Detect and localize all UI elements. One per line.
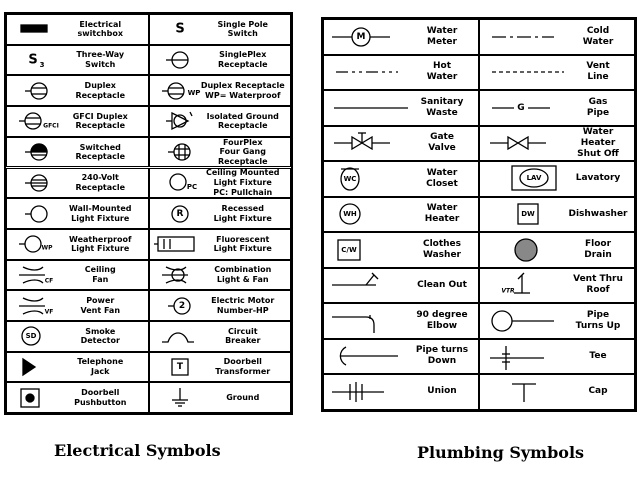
symbol-entry [323, 19, 479, 55]
vent-thru-roof-icon [482, 270, 566, 302]
symbol-label [408, 304, 476, 338]
symbol-label-line: Light Fixture [213, 178, 272, 188]
symbol-label-line: Power [86, 296, 115, 306]
symbol-entry [6, 106, 149, 137]
smoke-detector-icon [9, 323, 57, 350]
symbol-entry [149, 137, 292, 168]
svg-text:WH: WH [343, 210, 357, 219]
water-meter-icon [326, 21, 410, 53]
symbol-label-line: Light Fixture [213, 244, 272, 254]
svg-text:G: G [517, 102, 525, 113]
symbol-label-line: Smoke [85, 326, 116, 336]
tee-fitting-icon [482, 341, 566, 373]
water-heater-shutoff-icon [482, 128, 566, 160]
90-degree-elbow-icon [326, 305, 410, 337]
plumbing-symbols-caption: Plumbing Symbols [417, 443, 585, 462]
symbol-label [55, 15, 146, 44]
symbol-label-line: Ground [226, 392, 260, 402]
symbol-label [55, 199, 146, 228]
water-heater-icon [326, 199, 410, 231]
symbol-entry [323, 161, 479, 197]
symbol-label-line: Water [426, 72, 458, 83]
svg-text:DW: DW [521, 210, 535, 219]
symbol-label-line: Hot [432, 61, 452, 72]
symbol-entry [323, 55, 479, 91]
symbol-label-line: Combination [214, 265, 272, 275]
dishwasher-icon [482, 199, 566, 231]
symbol-entry [6, 14, 149, 45]
symbol-label-line: Breaker [225, 336, 261, 346]
symbol-label-line: Light & Fan [216, 274, 269, 284]
symbol-label-line: Washer [423, 249, 461, 260]
singleplex-receptacle-icon [152, 47, 200, 74]
symbol-label-line: Pipe turns [415, 345, 469, 356]
symbol-label-line: Pipe [586, 107, 610, 118]
svg-text:GFCI: GFCI [43, 122, 59, 130]
symbol-label-line: Duplex [84, 81, 116, 91]
plumbing-symbols-legend [321, 17, 637, 412]
isolated-ground-receptacle-icon [152, 108, 200, 135]
cap-fitting-icon [482, 376, 566, 408]
svg-text:M: M [356, 31, 366, 42]
symbol-label [198, 76, 289, 105]
symbol-entry [149, 198, 292, 229]
symbol-label [55, 107, 146, 136]
symbol-entry [479, 161, 635, 197]
gate-valve-icon [326, 128, 410, 160]
symbol-entry [479, 339, 635, 375]
symbol-label [564, 20, 632, 54]
symbol-label-line: Valve [428, 143, 456, 154]
symbol-label [198, 383, 289, 412]
symbol-entry [149, 229, 292, 260]
svg-text:2: 2 [178, 300, 185, 311]
symbol-label [564, 162, 632, 196]
symbol-entry [323, 374, 479, 410]
symbol-label-line: Floor [584, 238, 612, 249]
symbol-label-line: Gas [588, 96, 608, 107]
symbol-label-line: Heater [424, 214, 460, 225]
single-pole-switch-icon [152, 16, 200, 43]
symbol-entry [6, 352, 149, 383]
symbol-label [408, 375, 476, 409]
symbol-label-line: Receptacle [75, 121, 126, 131]
combination-light-fan-icon [152, 262, 200, 289]
svg-text:C/W: C/W [341, 245, 357, 254]
symbol-entry [479, 55, 635, 91]
svg-text:3: 3 [39, 61, 45, 70]
symbol-label [408, 269, 476, 303]
symbol-label-line: Water [426, 25, 458, 36]
symbol-label [408, 56, 476, 90]
symbol-label-line: switchbox [77, 29, 124, 39]
symbol-label [564, 56, 632, 90]
doorbell-pushbutton-icon [9, 384, 57, 411]
240-volt-receptacle-icon [9, 170, 57, 197]
symbol-label-line: WP= Waterproof [205, 90, 281, 100]
fluorescent-light-fixture-icon [152, 231, 200, 258]
symbol-label [198, 322, 289, 351]
symbol-label-line: Receptacle [217, 60, 268, 70]
symbol-label [55, 291, 146, 320]
symbol-label-line: Detector [80, 336, 120, 346]
symbol-label-line: Tee [589, 350, 607, 361]
symbol-label-line: Number-HP [216, 305, 269, 315]
symbol-label [564, 375, 632, 409]
symbol-label-line: Down [427, 356, 457, 367]
switchbox-icon [9, 16, 57, 43]
symbol-entry [6, 290, 149, 321]
symbol-entry [323, 268, 479, 304]
symbol-entry [6, 229, 149, 260]
symbol-label-line: Waste [426, 107, 458, 118]
symbol-label [198, 15, 289, 44]
symbol-entry [479, 374, 635, 410]
symbol-label-line: Elbow [426, 320, 458, 331]
svg-text:PC: PC [186, 182, 197, 191]
three-way-switch-icon [9, 47, 57, 74]
symbol-label-line: Fan [92, 274, 109, 284]
symbol-entry [479, 268, 635, 304]
svg-text:WP: WP [187, 88, 200, 97]
symbol-label [564, 127, 632, 161]
symbol-label-line: Wall-Mounted [68, 203, 132, 213]
symbol-entry [323, 232, 479, 268]
svg-text:VF: VF [44, 308, 54, 316]
symbol-label [55, 169, 146, 198]
symbol-label [408, 198, 476, 232]
symbol-entry [149, 106, 292, 137]
symbol-label-line: Water [582, 36, 614, 47]
lavatory-icon [482, 163, 566, 195]
symbol-label [564, 269, 632, 303]
electric-motor-icon [152, 292, 200, 319]
symbol-label [564, 91, 632, 125]
symbol-entry [479, 303, 635, 339]
doorbell-transformer-icon [152, 354, 200, 381]
symbol-label [564, 198, 632, 232]
symbol-label-line: Light Fixture [213, 213, 272, 223]
symbol-entry [479, 197, 635, 233]
symbol-label-line: Vent [586, 61, 610, 72]
symbol-label-line: Isolated Ground [206, 111, 279, 121]
symbol-entry [149, 14, 292, 45]
symbol-label [564, 340, 632, 374]
hot-water-line-icon [326, 57, 410, 89]
symbol-entry [6, 75, 149, 106]
symbol-label-line: 90 degree [416, 309, 468, 320]
symbol-label-line: Switch [85, 60, 116, 70]
clean-out-icon [326, 270, 410, 302]
svg-text:WP: WP [41, 244, 53, 252]
symbol-label-line: Doorbell [223, 357, 262, 367]
symbol-label-line: Cap [588, 386, 608, 397]
symbol-label [198, 199, 289, 228]
wall-light-fixture-icon [9, 200, 57, 227]
symbol-entry [323, 339, 479, 375]
weatherproof-light-fixture-icon [9, 231, 57, 258]
symbol-entry [6, 198, 149, 229]
symbol-label-line: Receptacle [75, 182, 126, 192]
symbol-label [55, 322, 146, 351]
recessed-light-fixture-icon [152, 200, 200, 227]
symbol-label [55, 230, 146, 259]
symbol-label-line: Clean Out [417, 279, 467, 290]
symbol-label-line: Clothes [422, 238, 462, 249]
symbol-label [198, 291, 289, 320]
symbol-label-line: Fluorescent [216, 234, 270, 244]
electrical-symbols-legend [4, 12, 293, 415]
symbol-label-line: PC: Pullchain [213, 187, 273, 197]
duplex-receptacle-waterproof-icon [152, 77, 200, 104]
symbol-label [408, 340, 476, 374]
svg-text:CF: CF [44, 277, 54, 285]
symbol-entry [479, 19, 635, 55]
symbol-label-line: Weatherproof [69, 234, 132, 244]
symbol-label-line: Light Fixture [71, 213, 130, 223]
symbol-label-line: SinglePlex [219, 50, 267, 60]
pipe-turns-down-icon [326, 341, 410, 373]
fourplex-receptacle-icon [152, 139, 200, 166]
symbol-label-line: Light Fixture [71, 244, 130, 254]
symbol-entry [6, 321, 149, 352]
symbol-label [408, 20, 476, 54]
circuit-breaker-icon [152, 323, 200, 350]
symbol-label [408, 91, 476, 125]
gas-pipe-line-icon [482, 92, 566, 124]
symbol-label-line: Turns Up [575, 320, 621, 331]
symbol-label [198, 230, 289, 259]
symbol-label-line: Lavatory [575, 173, 621, 184]
symbol-label-line: Shut Off [577, 148, 619, 159]
symbol-label-line: Electric Motor [211, 296, 275, 306]
symbol-label-line: Water [426, 203, 458, 214]
ceiling-pullchain-fixture-icon [152, 170, 200, 197]
gfci-duplex-receptacle-icon [9, 108, 57, 135]
svg-text:S: S [28, 52, 38, 68]
symbol-label [408, 162, 476, 196]
symbol-label [198, 261, 289, 290]
symbol-label [55, 353, 146, 382]
symbol-label-line: Meter [427, 36, 457, 47]
symbol-label-line: Vent Fan [80, 305, 121, 315]
symbol-entry [323, 303, 479, 339]
cold-water-line-icon [482, 21, 566, 53]
symbol-label-line: Water Heater [580, 127, 616, 148]
sanitary-waste-line-icon [326, 92, 410, 124]
ground-icon [152, 384, 200, 411]
symbol-label-line: Ceiling Mounted [205, 168, 280, 178]
symbol-entry [6, 168, 149, 199]
symbol-label-line: Receptacle [75, 90, 126, 100]
symbol-label-line: Switched [79, 142, 121, 152]
symbol-entry [6, 45, 149, 76]
symbol-entry [6, 260, 149, 291]
symbol-entry [149, 352, 292, 383]
symbol-label [55, 383, 146, 412]
symbol-label [408, 127, 476, 161]
symbol-entry [479, 232, 635, 268]
symbol-entry [6, 382, 149, 413]
telephone-jack-icon [9, 354, 57, 381]
symbol-label-line: Ceiling [84, 265, 116, 275]
symbol-entry [479, 90, 635, 126]
union-fitting-icon [326, 376, 410, 408]
symbol-label-line: Pipe [586, 309, 610, 320]
symbol-label-line: Transformer [215, 367, 271, 377]
symbol-label-line: Union [427, 386, 457, 397]
symbol-label [198, 138, 289, 167]
symbol-label-line: Closet [426, 178, 458, 189]
symbol-label-line: Jack [91, 367, 110, 377]
svg-text:T: T [176, 362, 183, 373]
symbol-label [564, 304, 632, 338]
symbol-label-line: Pushbutton [74, 397, 127, 407]
symbol-label-line: Electrical [79, 19, 122, 29]
power-vent-fan-icon [9, 292, 57, 319]
symbol-label-line: FourPlex [223, 137, 263, 147]
clothes-washer-icon [326, 234, 410, 266]
duplex-receptacle-icon [9, 77, 57, 104]
symbol-entry [323, 126, 479, 162]
symbol-entry [479, 126, 635, 162]
symbol-label-line: Duplex Receptacle [200, 81, 285, 91]
symbol-label-line: Water [426, 167, 458, 178]
symbol-label [198, 169, 289, 198]
pipe-turns-up-icon [482, 305, 566, 337]
electrical-symbols-caption: Electrical Symbols [54, 441, 221, 460]
symbol-label [55, 76, 146, 105]
symbol-entry [149, 45, 292, 76]
symbol-label-line: Single Pole [217, 19, 268, 29]
symbol-label-line: 240-Volt [81, 173, 119, 183]
symbol-label-line: Telephone [77, 357, 124, 367]
symbol-label-line: Switch [227, 29, 258, 39]
symbol-label [55, 46, 146, 75]
symbol-label-line: Sanitary [420, 96, 464, 107]
vent-line-icon [482, 57, 566, 89]
symbol-label-line: Line [587, 72, 609, 83]
symbol-entry [6, 137, 149, 168]
symbol-entry [149, 382, 292, 413]
symbol-label-line: Doorbell [81, 388, 120, 398]
svg-text:WC: WC [343, 174, 357, 183]
symbol-entry [323, 90, 479, 126]
symbol-label-line: Circuit [227, 326, 258, 336]
svg-text:LAV: LAV [526, 173, 542, 182]
water-closet-icon [326, 163, 410, 195]
symbol-entry [149, 290, 292, 321]
symbol-entry [149, 321, 292, 352]
svg-text:R: R [176, 208, 183, 219]
symbol-label [198, 107, 289, 136]
symbol-entry [149, 75, 292, 106]
symbol-label-line: Vent Thru [573, 274, 623, 285]
symbol-label-line: Receptacle [217, 156, 268, 166]
symbol-label-line: Recessed [221, 203, 264, 213]
symbol-label-line: Four Gang [219, 147, 266, 157]
svg-text:VTR: VTR [501, 287, 515, 295]
symbol-label-line: Roof [586, 285, 610, 296]
floor-drain-icon [482, 234, 566, 266]
symbol-label-line: Cold [586, 25, 610, 36]
symbol-entry [323, 197, 479, 233]
ceiling-fan-icon [9, 262, 57, 289]
svg-text:S: S [174, 21, 185, 37]
symbol-label-line: Receptacle [217, 121, 268, 131]
symbol-label-line: Three-Way [76, 50, 125, 60]
symbol-label-line: Drain [584, 249, 612, 260]
symbol-label [198, 353, 289, 382]
symbol-label-line: Dishwasher [568, 208, 628, 219]
symbol-entry [149, 260, 292, 291]
symbol-label [198, 46, 289, 75]
symbol-label-line: Gate [430, 132, 454, 143]
svg-text:SD: SD [25, 332, 37, 341]
symbol-label [408, 233, 476, 267]
symbol-label [55, 138, 146, 167]
symbol-entry [149, 168, 292, 199]
symbol-label-line: GFCI Duplex [72, 111, 128, 121]
switched-receptacle-icon [9, 139, 57, 166]
symbol-label [564, 233, 632, 267]
symbol-label-line: Receptacle [75, 152, 126, 162]
symbol-label [55, 261, 146, 290]
